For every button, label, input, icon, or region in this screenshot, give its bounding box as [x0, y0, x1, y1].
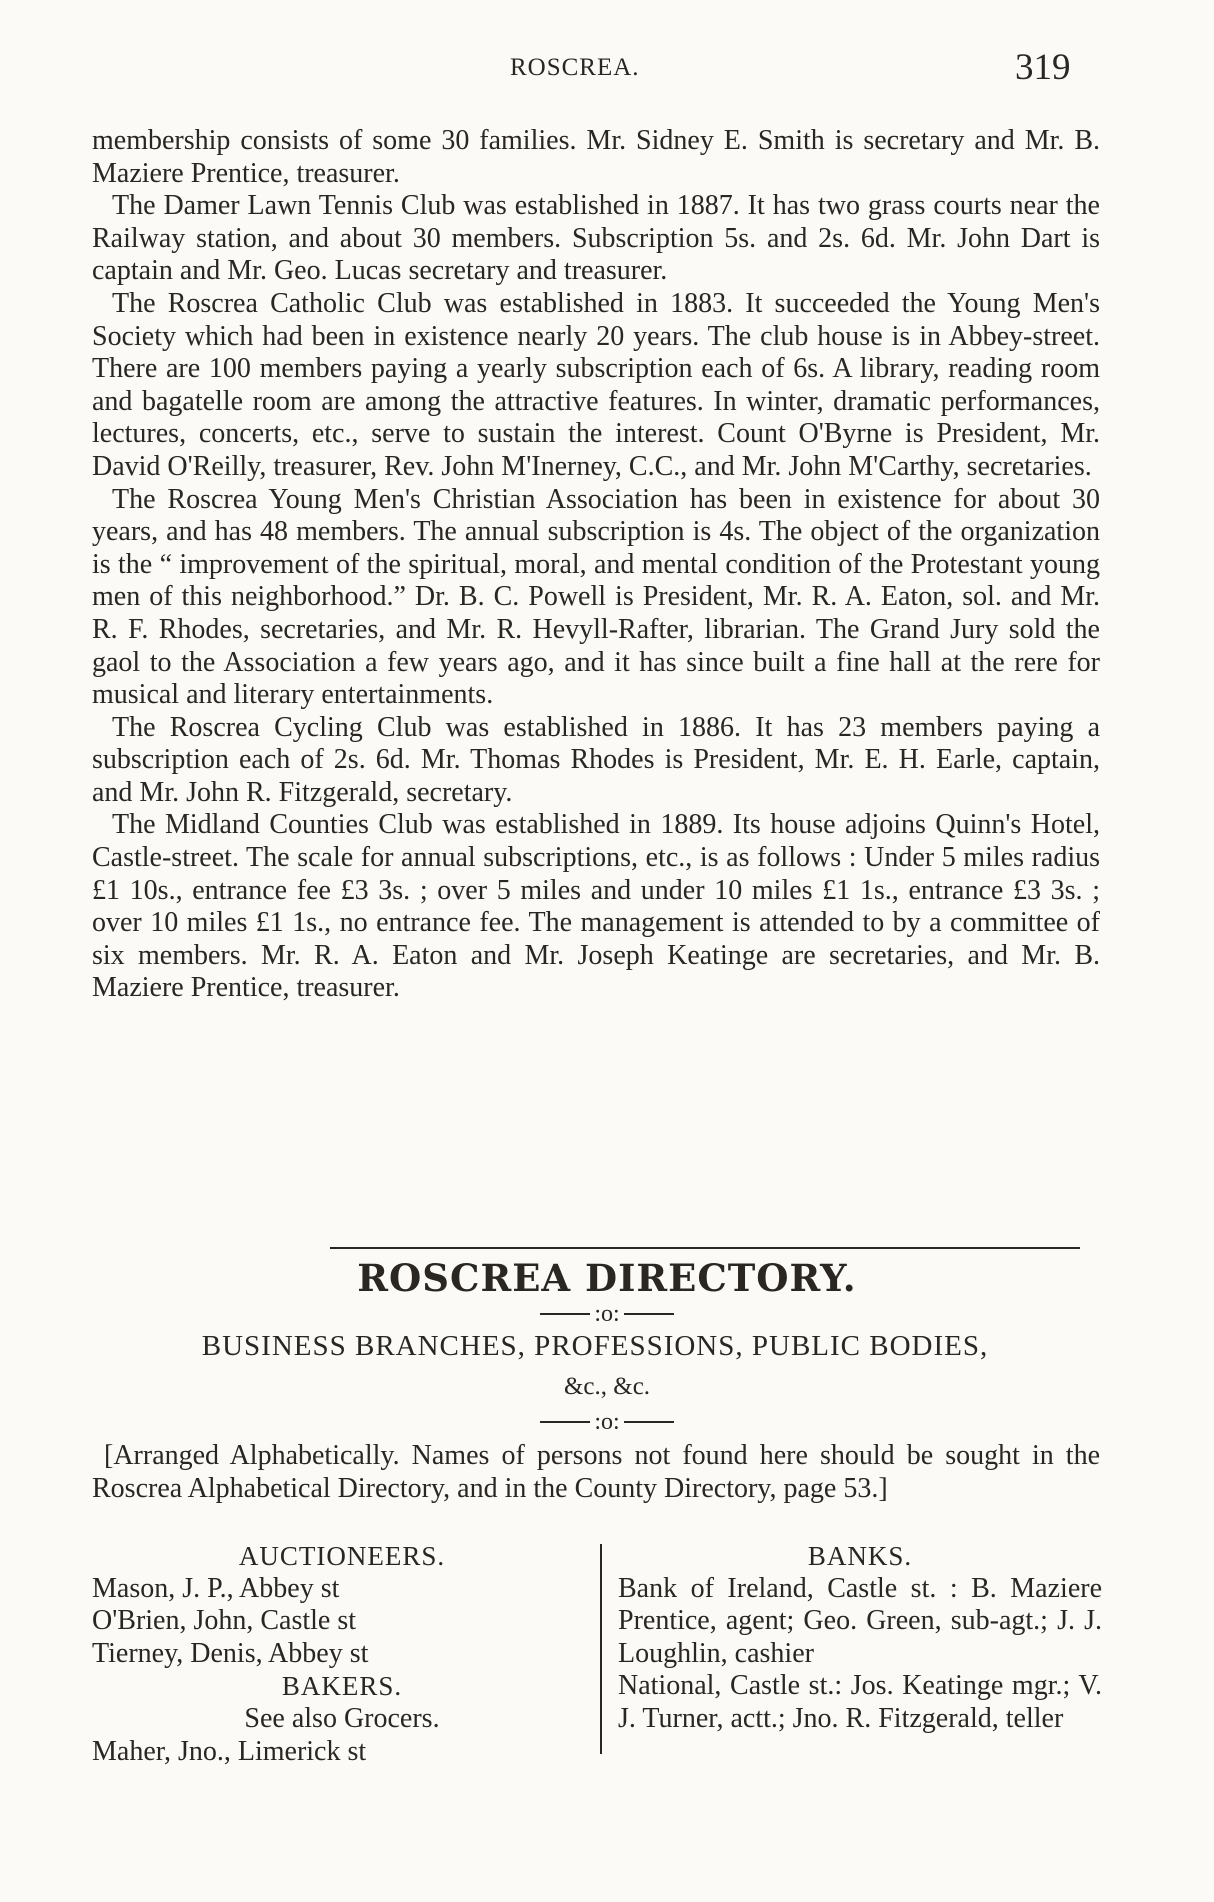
heading-bakers: BAKERS. [281, 1671, 403, 1702]
separator-mark: :o: [594, 1300, 620, 1327]
paragraph-tennis-club: The Damer Lawn Tennis Club was established in 1887. It has two grass courts near the Railway station, and about 30 members. Subscription 5s. and 2s. 6d. Mr. John Dart is captain and Mr. Geo. Lucas secretary and treasurer. [92, 190, 1100, 287]
left-column [92, 1540, 592, 1768]
separator-mark: :o: [594, 1408, 620, 1435]
right-column [618, 1540, 1102, 1736]
bakers-see-also: See also Grocers. [244, 1702, 440, 1734]
list-item: Tierney, Denis, Abbey st [92, 1637, 369, 1669]
list-item: Bank of Ireland, Castle st. : B. Maziere Prentice, agent; Geo. Green, sub-agt.; J. J. Loughlin, cashier [618, 1572, 1102, 1669]
heading-banks: BANKS. [807, 1541, 913, 1571]
directory-subtitle: BUSINESS BRANCHES, PROFESSIONS, PUBLIC BODIES, [201, 1330, 989, 1362]
directory-title: ROSCREA DIRECTORY. [357, 1256, 857, 1300]
list-item: Mason, J. P., Abbey st [92, 1572, 340, 1604]
paragraph-midland-club: The Midland Counties Club was established in 1889. Its house adjoins Quinn's Hotel, Castle-street. The scale for annual subscriptions, etc., is as follows : Under 5 miles radius £1 10s., entrance fee £3 3s. ; over 5 miles and under 10 miles £1 1s., entrance £3 3s. ; over 10 miles £1 1s., no entrance fee. The management is attended to by a committee of six members. Mr. R. A. Eaton and Mr. Joseph Keatinge are secretaries, and Mr. B. Maziere Prentice, treasurer. [92, 809, 1100, 1004]
directory-note: [Arranged Alphabetically. Names of persons not found here should be sought in the Roscrea Alphabetical Directory, and in the County Directory, page 53.] [92, 1440, 1100, 1504]
directory-etc: &c., &c. [563, 1373, 651, 1400]
heading-auctioneers: AUCTIONEERS. [238, 1541, 446, 1571]
paragraph-cycling-club: The Roscrea Cycling Club was established in 1886. It has 23 members paying a subscription each of 2s. 6d. Mr. Thomas Rhodes is President, Mr. E. H. Earle, captain, and Mr. John R. Fitzgerald, secretary. [92, 711, 1100, 808]
page-header [0, 48, 1214, 98]
running-title: ROSCREA. [510, 54, 640, 81]
column-divider [600, 1544, 602, 1754]
paragraph-ymca: The Roscrea Young Men's Christian Association has been in existence for about 30 years, and has 48 members. The annual subscription is 4s. The object of the organization is the “ improvement of the spiritual, moral, and mental condition of the Protestant young men of this neighborhood.” Dr. B. C. Powell is President, Mr. R. A. Eaton, sol. and Mr. R. F. Rhodes, secretaries, and Mr. R. Hevyll-Rafter, librarian. The Grand Jury sold the gaol to the Association a few years ago, and it has since built a fine hall at the rere for musical and literary entertainments. [92, 483, 1100, 711]
list-item: Maher, Jno., Limerick st [92, 1735, 367, 1767]
section-divider [330, 1247, 1080, 1249]
separator-ornament [0, 1408, 1214, 1436]
paragraph-catholic-club: The Roscrea Catholic Club was established in 1883. It succeeded the Young Men's Society which had been in existence nearly 20 years. The club house is in Abbey-street. There are 100 members paying a yearly subscription each of 6s. A library, reading room and bagatelle room are among the attractive features. In winter, dramatic performances, lectures, concerts, etc., serve to sustain the interest. Count O'Byrne is President, Mr. David O'Reilly, treasurer, Rev. John M'Inerney, C.C., and Mr. John M'Carthy, secretaries. [92, 287, 1100, 482]
paragraph-membership: membership consists of some 30 families. Mr. Sidney E. Smith is secretary and Mr. B. Maziere Prentice, treasurer. [92, 125, 1100, 189]
separator-ornament [0, 1300, 1214, 1328]
list-item: National, Castle st.: Jos. Keatinge mgr.; V. J. Turner, actt.; Jno. R. Fitzgerald, teller [618, 1670, 1102, 1734]
list-item: O'Brien, John, Castle st [92, 1605, 357, 1637]
body-text [92, 125, 1100, 1005]
page-number: 319 [1015, 47, 1071, 88]
